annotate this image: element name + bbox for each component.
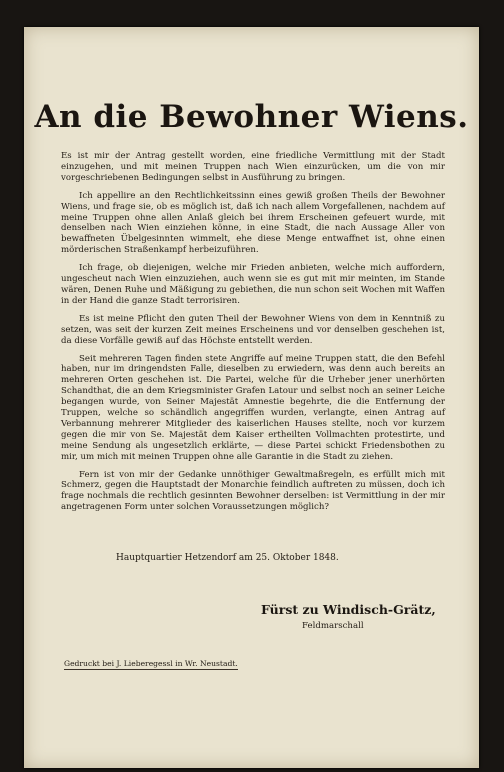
paragraph-3: Ich frage, ob diejenigen, welche mir Frieden anbieten, welche mich auffordern, ungescheut nach Wien einzuziehen, auch wenn sie es gut mit mir meinten, im Stande wären, Denen Ruhe und Mäßigung zu gebiethen, die nun schon seit Wochen mit Waffen in der Hand die ganze Stadt terrorisiren.	[61, 263, 445, 306]
paragraph-1: Es ist mir der Antrag gestellt worden, eine friedliche Vermittlung mit der Stadt einzugehen, und mit meinen Truppen nach Wien einzurücken, um die von mir vorgeschriebenen Bedingungen selbst in Ausführung zu bringen.	[61, 151, 445, 183]
paragraph-4: Es ist meine Pflicht den guten Theil der Bewohner Wiens von dem in Kenntniß zu setzen, was seit der kurzen Zeit meines Erscheinens und vor denselben geschehen ist, da diese Vorfälle gewiß auf das Höchste entstellt werden.	[61, 313, 445, 346]
signature-rank: Feldmarschall	[302, 621, 364, 631]
proclamation-title: An die Bewohner Wiens.	[34, 99, 469, 135]
printer-imprint: Gedruckt bei J. Lieberegessl in Wr. Neustadt.	[64, 659, 238, 668]
signature-name: Fürst zu Windisch-Grätz,	[261, 602, 436, 617]
paragraph-6: Fern ist von mir der Gedanke unnöthiger Gewaltmaßregeln, es erfüllt mich mit Schmerz, gegen die Hauptstadt der Monarchie feindlich auftreten zu müssen, doch ich frage nochmals die rechtlich gesinnten Bewohner derselben: ist Vermittlung in der mir angetragenen Form unter solchen Voraussetzungen möglich?	[61, 469, 445, 513]
headquarters-dateline: Hauptquartier Hetzendorf am 25. Oktober 1848.	[116, 553, 339, 563]
paragraph-2: Ich appellire an den Rechtlichkeitssinn eines gewiß großen Theils der Bewohner Wiens, und frage sie, ob es möglich ist, daß ich nach allem Vorgefallenen, nachdem auf meine Truppen ohne allen Anlaß gleich bei ihrem Erscheinen gefeuert wurde, mit denselben nach Wien einziehen könne, in eine Stadt, die nach Aussage Aller von bewaffneten Übelgesinnten wimmelt, ehe diese Menge entwaffnet ist, ohne einen mörderischen Straßenkampf herbeizuführen.	[61, 190, 445, 256]
paragraph-5: Seit mehreren Tagen finden stete Angriffe auf meine Truppen statt, die den Befehl haben, nur im dringendsten Falle, dieselben zu erwiedern, was denn auch bereits an mehreren Orten geschehen ist. Die Partei, welche für die Urheber jener unerhörten Schandthat, die an dem Kriegsminister Grafen Latour und selbst noch an seiner Leiche begangen wurde, von Seiner Majestät Amnestie begehrte, die die Entfernung der Truppen, welche so schändlich angegriffen wurden, verlangte, einen Antrag auf Verbannung mehrerer Mitglieder des kaiserlichen Hauses stellte, noch vor kurzem gegen die mir von Se. Majestät dem Kaiser ertheilten Vollmachten protestirte, und meine Sendung als ungesetzlich erklärte, — diese Partei schickt Friedensbothen zu mir, um mich mit meinen Truppen ohne alle Garantie in die Stadt zu ziehen.	[61, 353, 445, 462]
proclamation-sheet	[24, 27, 479, 768]
proclamation-body	[61, 151, 445, 520]
